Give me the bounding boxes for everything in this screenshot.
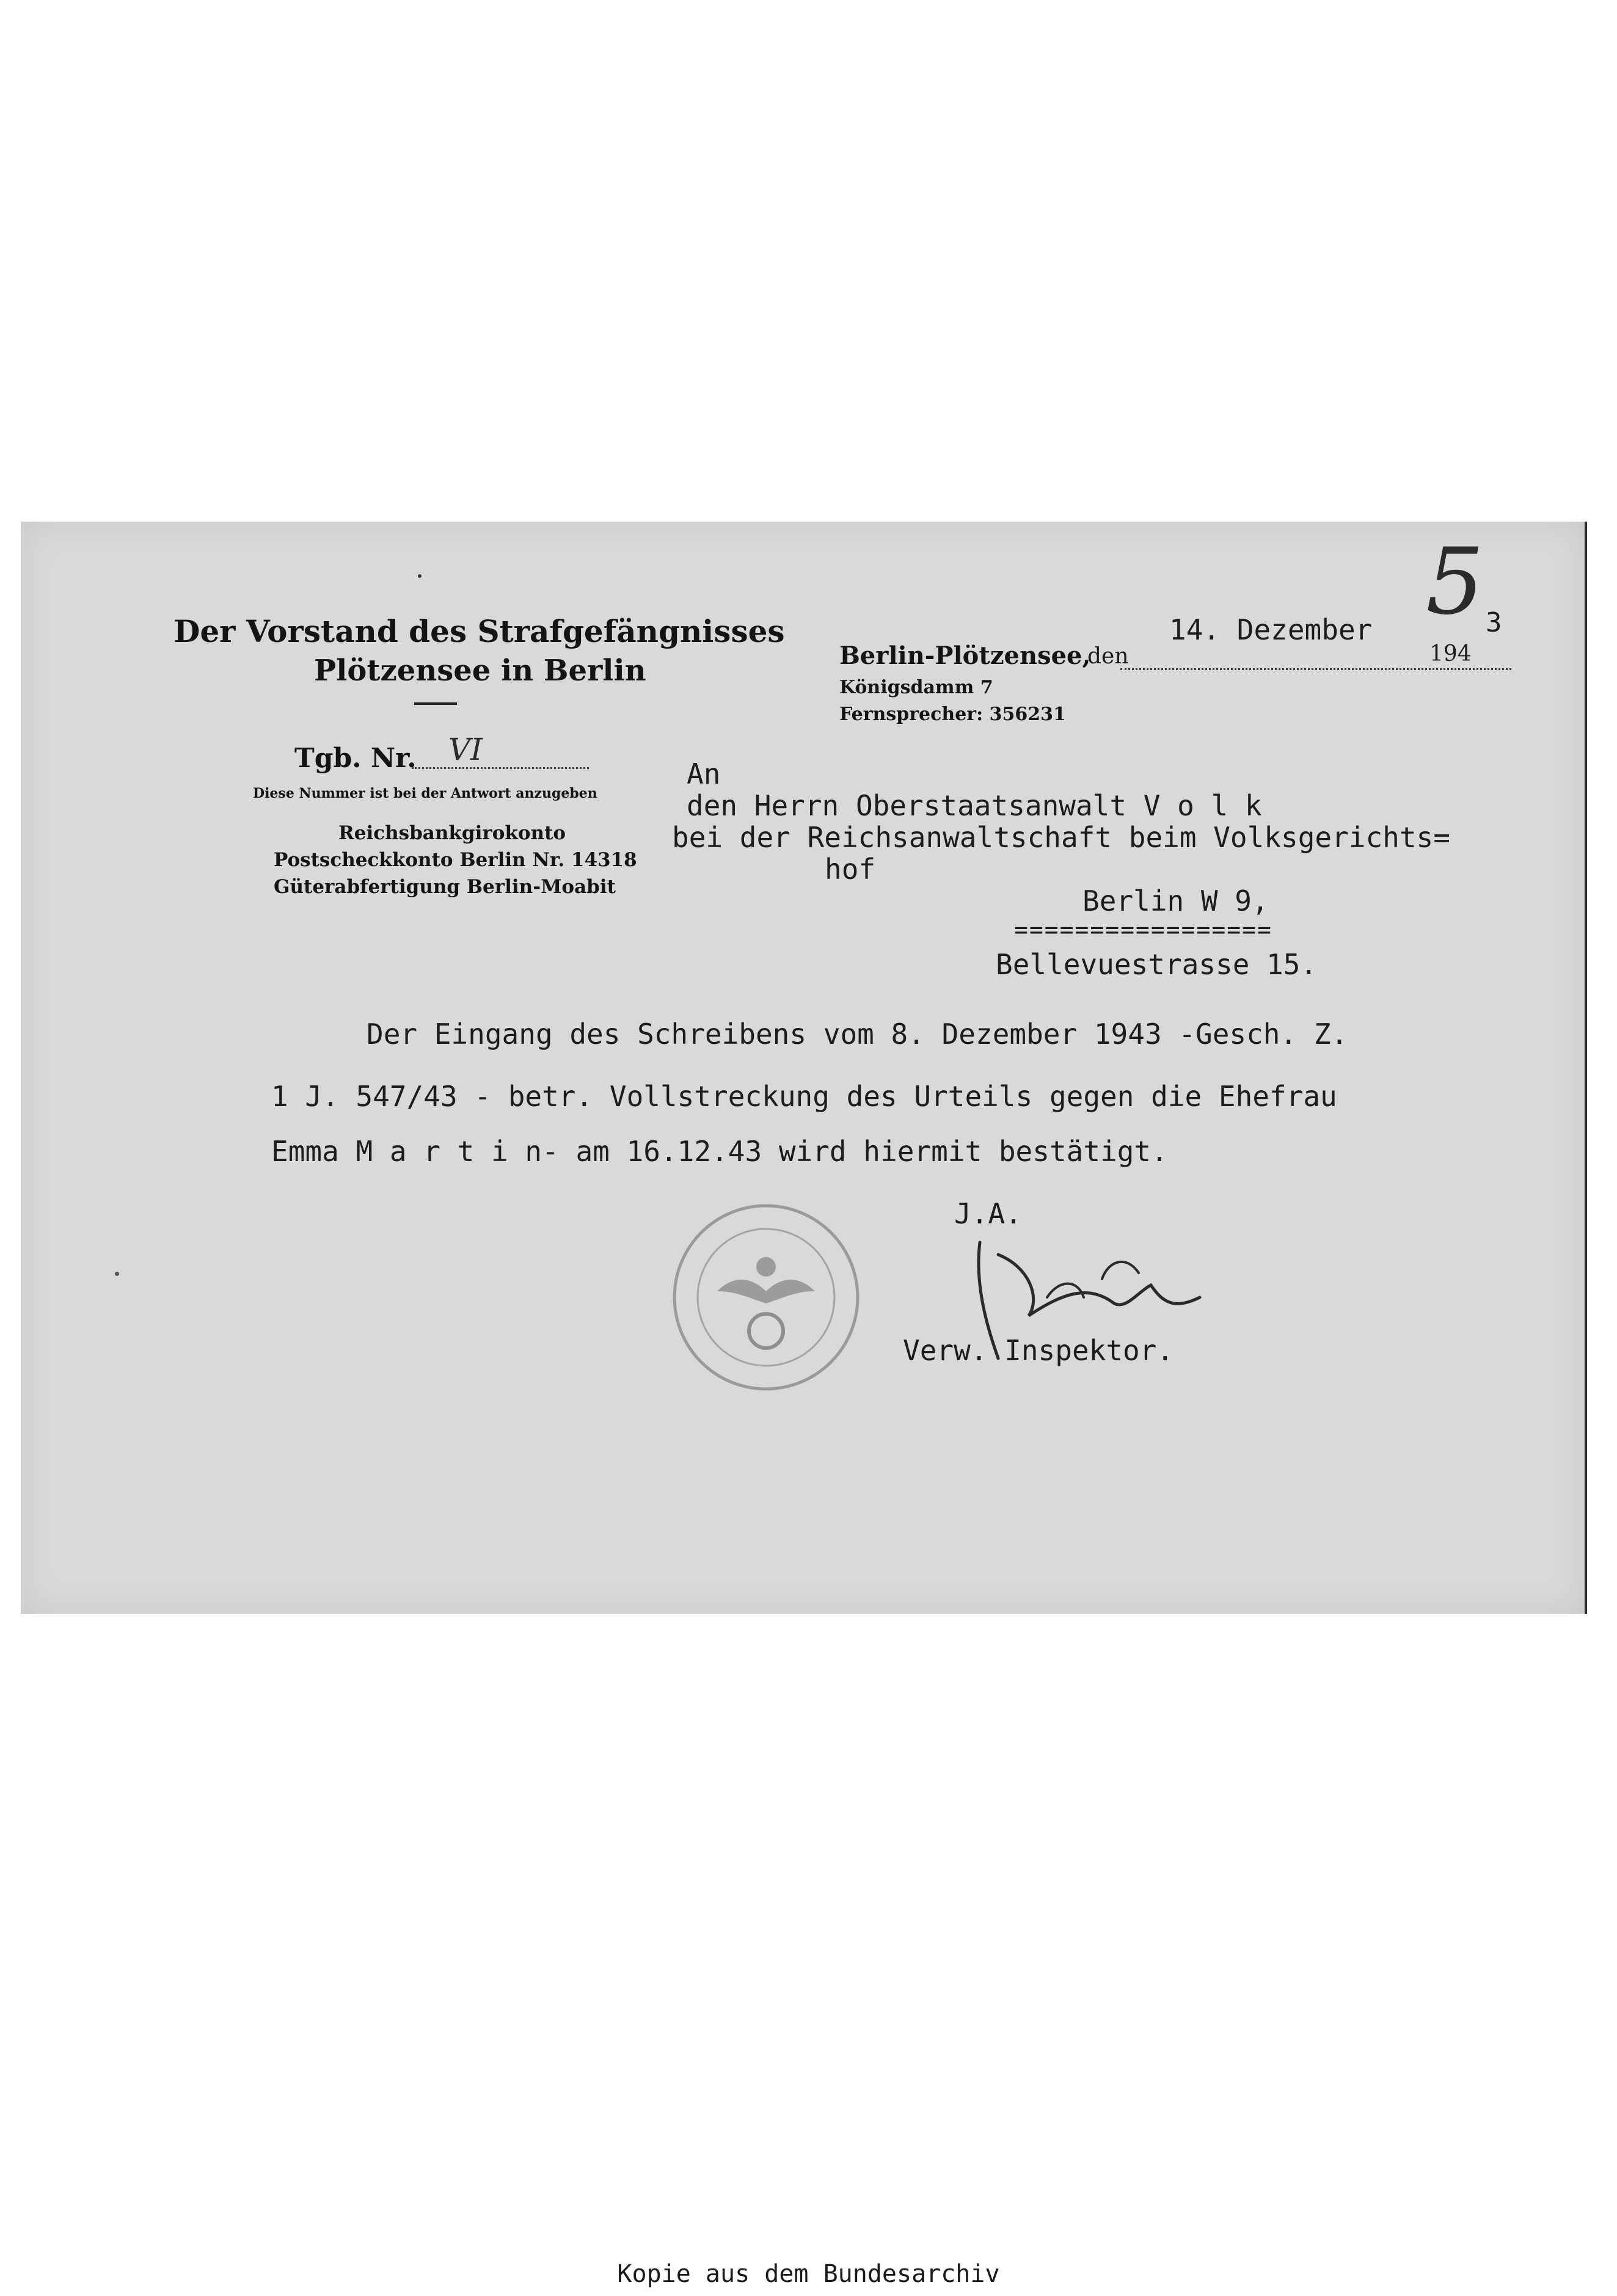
date-dotted-line [1120, 668, 1511, 670]
place-city: Berlin-Plötzensee, [839, 641, 1091, 670]
place-den: den [1087, 644, 1129, 669]
recipient-underline: ================= [1014, 916, 1272, 943]
tgb-label: Tgb. Nr. [294, 743, 417, 774]
recipient-an: An [687, 757, 721, 790]
postal-account: Postscheckkonto Berlin Nr. 14318 [274, 849, 637, 871]
letterhead-divider [414, 702, 457, 705]
body-line1: Der Eingang des Schreibens vom 8. Dezember 1943 -Gesch. Z. [367, 1018, 1348, 1051]
tgb-handwritten-value: VI [448, 732, 483, 767]
date-typed: 14. Dezember [1169, 613, 1373, 646]
recipient-street: Bellevuestrasse 15. [996, 948, 1318, 981]
phone-number: Fernsprecher: 356231 [839, 704, 1066, 725]
tgb-note: Diese Nummer ist bei der Antwort anzugeben [253, 785, 597, 801]
recipient-line3: hof [825, 853, 876, 886]
closing-title: Verw. Inspektor. [903, 1334, 1174, 1367]
official-stamp-icon [668, 1200, 864, 1395]
tgb-dotted-line [412, 767, 589, 769]
bank-account: Reichsbankgirokonto [338, 822, 566, 844]
street-address: Königsdamm 7 [839, 677, 993, 698]
year-printed: 194 [1429, 641, 1472, 666]
signature-image [955, 1218, 1224, 1371]
closing-ja: J.A. [954, 1197, 1022, 1230]
recipient-city: Berlin W 9, [1082, 884, 1269, 917]
letterhead-subtitle: Plötzensee in Berlin [314, 654, 646, 688]
recipient-line2: bei der Reichsanwaltschaft beim Volksgerichts= [672, 821, 1450, 854]
freight-office: Güterabfertigung Berlin-Moabit [274, 876, 616, 898]
speck [115, 1272, 119, 1276]
body-line2: 1 J. 547/43 - betr. Vollstreckung des Urteils gegen die Ehefrau [271, 1080, 1337, 1113]
speck [418, 574, 422, 578]
recipient-line1: den Herrn Oberstaatsanwalt V o l k [687, 789, 1262, 822]
handwritten-number: 5 [1426, 529, 1484, 635]
year-digit: 3 [1486, 607, 1502, 638]
letter-sheet [21, 522, 1587, 1614]
letterhead-title: Der Vorstand des Strafgefängnisses [173, 613, 785, 649]
body-line3: Emma M a r t i n- am 16.12.43 wird hiermit bestätigt. [271, 1135, 1168, 1168]
archive-footer: Kopie aus dem Bundesarchiv [617, 2260, 1000, 2288]
